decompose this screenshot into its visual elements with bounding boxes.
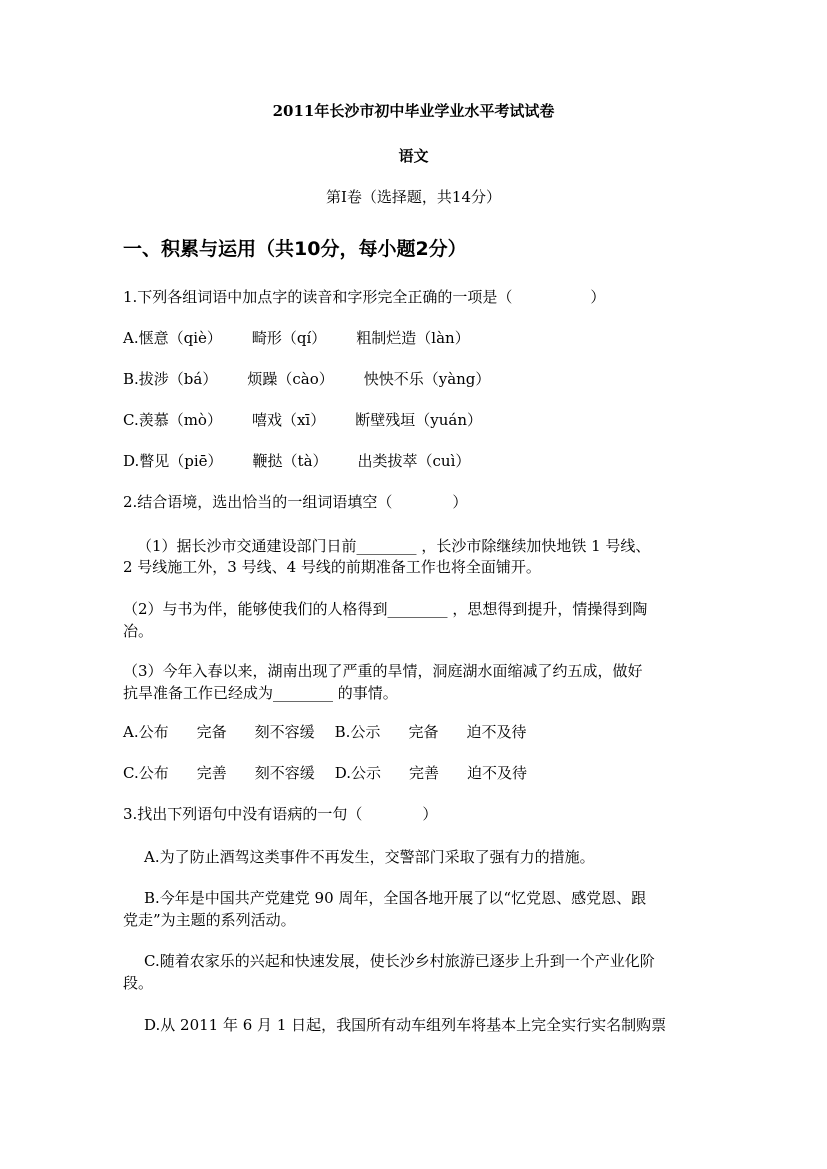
exam-title: 2011年长沙市初中毕业学业水平考试试卷: [272, 102, 555, 120]
option-word: 迫不及待: [467, 764, 528, 782]
subject-title: 语文: [398, 147, 429, 165]
option-word: 完善: [196, 764, 227, 782]
answer-bracket-close: ）: [452, 493, 468, 511]
answer-bracket-close: ）: [590, 288, 606, 306]
q3-option-b-line-1: B.今年是中国共产党建党 90 周年，全国各地开展了以“忆党恩、感党恩、跟: [144, 889, 647, 907]
option-word: 刻不容缓: [254, 723, 315, 741]
question-1-text: 1.下列各组词语中加点字的读音和字形完全正确的一项是（: [123, 288, 513, 306]
option-word: D.公示: [334, 764, 382, 782]
option-word: 粗制烂造（làn）: [356, 329, 470, 347]
q3-option-c-line-2: 段。: [123, 974, 154, 992]
q3-option-c-line-1: C.随着农家乐的兴起和快速发展，使长沙乡村旅游已逐步上升到一个产业化阶: [144, 952, 655, 970]
option-word: 怏怏不乐（yàng）: [363, 370, 491, 388]
question-3-text: 3.找出下列语句中没有语病的一句（: [123, 805, 363, 823]
q3-option-a: A.为了防止酒驾这类事件不再发生，交警部门采取了强有力的措施。: [144, 848, 595, 866]
option-word: B.公示: [334, 723, 381, 741]
option-word: D.瞥见（piē）: [123, 452, 223, 470]
section-heading: 一、积累与运用（共10分，每小题2分）: [123, 238, 467, 260]
q1-option-c: [123, 409, 482, 431]
option-word: 畸形（qí）: [251, 329, 327, 347]
q2-sentence-3-line-1: （3）今年入春以来，湖南出现了严重的旱情，洞庭湖水面缩减了约五成，做好: [123, 662, 643, 680]
q2-sentence-2-line-1: （2）与书为伴，能够使我们的人格得到________ ，思想得到提升，情操得到陶: [123, 600, 648, 618]
question-2-stem: [123, 491, 467, 513]
question-1-stem: [123, 286, 605, 308]
option-word: C.羡慕（mò）: [123, 411, 222, 429]
option-word: 完备: [196, 723, 227, 741]
question-3-stem: [123, 803, 437, 825]
option-word: 完备: [408, 723, 439, 741]
q1-option-d: [123, 450, 470, 472]
option-word: A.公布: [123, 723, 169, 741]
q3-option-b-line-2: 党走”为主题的系列活动。: [123, 911, 296, 929]
q2-sentence-1-line-2: 2 号线施工外，3 号线、4 号线的前期准备工作也将全面铺开。: [123, 558, 541, 576]
option-word: 烦躁（cào）: [247, 370, 334, 388]
option-word: A.惬意（qiè）: [123, 329, 222, 347]
volume-subtitle: 第Ⅰ卷（选择题，共14分）: [325, 188, 501, 206]
option-word: 刻不容缓: [254, 764, 315, 782]
q2-options-c-d: [123, 762, 527, 784]
option-word: 断壁残垣（yuán）: [355, 411, 482, 429]
answer-bracket-close: ）: [422, 805, 438, 823]
q2-options-a-b: [123, 721, 526, 743]
q2-sentence-1-line-1: （1）据长沙市交通建设部门日前________ ，长沙市除继续加快地铁 1 号线、: [137, 537, 651, 555]
q1-option-a: [123, 327, 470, 349]
option-word: 迫不及待: [466, 723, 527, 741]
q2-sentence-2-line-2: 冶。: [123, 622, 154, 640]
q2-sentence-3-line-2: 抗旱准备工作已经成为________ 的事情。: [123, 684, 398, 702]
q1-option-b: [123, 368, 490, 390]
option-word: C.公布: [123, 764, 169, 782]
option-word: 鞭挞（tà）: [252, 452, 328, 470]
option-word: 出类拔萃（cuì）: [357, 452, 471, 470]
option-word: B.拔涉（bá）: [123, 370, 218, 388]
q3-option-d-line-1: D.从 2011 年 6 月 1 日起，我国所有动车组列车将基本上完全实行实名制购票: [144, 1016, 667, 1034]
question-2-text: 2.结合语境，选出恰当的一组词语填空（: [123, 493, 393, 511]
option-word: 嘻戏（xī）: [251, 411, 326, 429]
option-word: 完善: [409, 764, 440, 782]
